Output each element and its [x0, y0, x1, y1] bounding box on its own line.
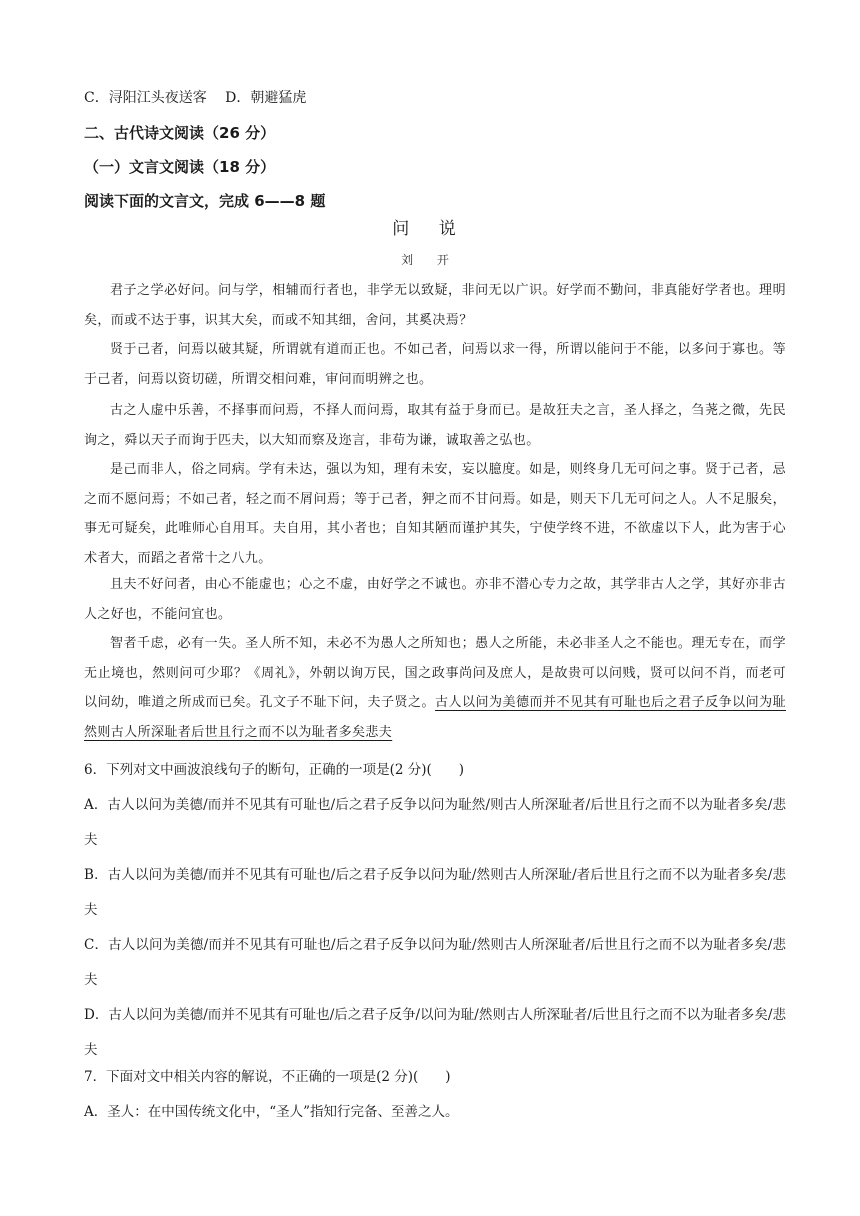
- question-6-option-b: B．古人以问为美德/而并不见其有可耻也/后之君子反争以问为耻/然则古人所深耻/者后世且行之而不以为耻者多矣/悲夫: [84, 867, 786, 918]
- question-6-option-d: D．古人以问为美德/而并不见其有可耻也/后之君子反争/以问为耻/然则古人所深耻者/后世且行之而不以为耻者多矣/悲夫: [84, 1007, 786, 1058]
- passage-paragraph-2: 贤于己者，问焉以破其疑，所谓就有道而正也。不如己者，问焉以求一得，所谓以能问于不能，以多问于寡也。等于己者，问焉以资切磋，所谓交相问难，审问而明辨之也。: [84, 342, 786, 387]
- question-6-stem: 6．下列对文中画波浪线句子的断句，正确的一项是(2 分)( ): [84, 762, 465, 778]
- reading-instruction: 阅读下面的文言文，完成 6——8 题: [84, 192, 326, 210]
- question-7-option-a: A．圣人：在中国传统文化中，“圣人”指知行完备、至善之人。: [84, 1104, 459, 1120]
- wavy-underlined-sentence: 古人以问为美德而并不见其有可耻也后之君子反争以问为耻然则古人所深耻者后世且行之而不以为耻者多矣悲夫: [84, 695, 786, 740]
- question-7-stem: 7．下面对文中相关内容的解说，不正确的一项是(2 分)( ): [84, 1069, 451, 1085]
- paragraph-6-text: 智者千虑，必有一失。圣人所不知，未必不为愚人之所知也；愚人之所能，未必非圣人之不能也。理无专在，而学无止境也，然则问可少耶？《周礼》，外朝以询万民，国之政事尚问及庶人，是故贵可以问贱，贤可以问不肖，而老可以问幼，唯道之所成而已矣。孔文子不耻下问，夫子贤之。: [84, 636, 786, 710]
- subsection-heading: （一）文言文阅读（18 分）: [84, 158, 276, 176]
- passage-paragraph-5: 且夫不好问者，由心不能虚也；心之不虚，由好学之不诚也。亦非不潜心专力之故，其学非古人之学，其好亦非古人之好也，不能问宜也。: [84, 577, 786, 622]
- passage-paragraph-4: 是己而非人，俗之同病。学有未达，强以为知，理有未安，妄以臆度。如是，则终身几无可问之事。贤于己者，忌之而不愿问焉；不如己者，轻之而不屑问焉；等于己者，狎之而不甘问焉。如是，则天下几无可问之人。人不足服矣，事无可疑矣，此唯师心自用耳。夫自用，其小者也；自知其陋而谨护其失，宁使学终不进，不欲虚以下人，此为害于心术者大，而蹈之者常十之八九。: [84, 462, 786, 566]
- passage-author: 刘 开: [401, 253, 459, 267]
- question-6-option-c: C．古人以问为美德/而并不见其有可耻也/后之君子反争以问为耻/然则古人所深耻者/后世且行之而不以为耻者多矣/悲夫: [84, 937, 786, 988]
- passage-paragraph-6: [84, 629, 786, 747]
- passage-paragraph-1: 君子之学必好问。问与学，相辅而行者也，非学无以致疑，非问无以广识。好学而不勤问，非真能好学者也。理明矣，而或不达于事，识其大矣，而或不知其细，舍问，其奚决焉？: [84, 283, 786, 328]
- previous-question-options: C．浔阳江头夜送客 D．朝避猛虎: [84, 90, 307, 106]
- passage-title: 问 说: [392, 219, 468, 239]
- question-6-option-a: A．古人以问为美德/而并不见其有可耻也/后之君子反争以问为耻然/则古人所深耻者/后世且行之而不以为耻者多矣/悲夫: [84, 797, 786, 848]
- section-heading: 二、古代诗文阅读（26 分）: [84, 124, 276, 142]
- passage-paragraph-3: 古之人虚中乐善，不择事而问焉，不择人而问焉，取其有益于身而已。是故狂夫之言，圣人择之，刍荛之微，先民询之，舜以天子而询于匹夫，以大知而察及迩言，非苟为谦，诚取善之弘也。: [84, 403, 786, 448]
